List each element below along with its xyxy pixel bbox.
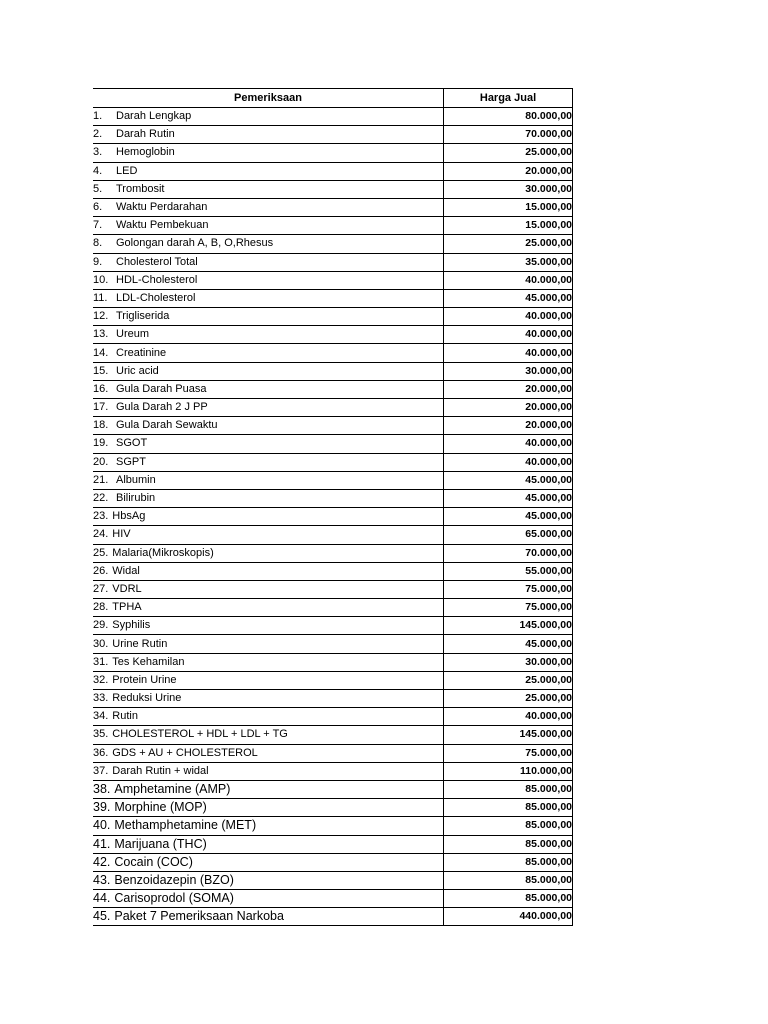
exam-cell [93, 908, 444, 926]
row-number: 28. [93, 601, 109, 614]
exam-cell [93, 380, 444, 398]
price-cell: 110.000,00 [444, 762, 573, 780]
table-row [93, 853, 573, 871]
price-cell: 40.000,00 [444, 708, 573, 726]
table-row [93, 508, 573, 526]
exam-name: Methamphetamine (MET) [114, 818, 257, 833]
exam-name: SGOT [116, 437, 148, 450]
price-cell: 45.000,00 [444, 289, 573, 307]
exam-cell [93, 544, 444, 562]
exam-name: Urine Rutin [112, 637, 168, 650]
exam-cell [93, 562, 444, 580]
exam-cell [93, 108, 444, 126]
exam-name: Reduksi Urine [112, 692, 182, 705]
row-number: 37. [93, 764, 109, 777]
row-number: 30. [93, 637, 109, 650]
exam-cell [93, 817, 444, 835]
exam-cell [93, 253, 444, 271]
exam-cell [93, 853, 444, 871]
row-number: 5. [93, 182, 103, 195]
price-cell: 85.000,00 [444, 817, 573, 835]
exam-cell [93, 435, 444, 453]
exam-cell [93, 326, 444, 344]
exam-name: Paket 7 Pemeriksaan Narkoba [114, 909, 284, 924]
exam-name: Waktu Pembekuan [116, 219, 209, 232]
table-row [93, 435, 573, 453]
row-number: 23. [93, 510, 109, 523]
exam-name: Darah Lengkap [116, 110, 192, 123]
row-number: 41. [93, 836, 111, 851]
exam-cell [93, 235, 444, 253]
exam-cell [93, 744, 444, 762]
table-row [93, 635, 573, 653]
exam-name: SGPT [116, 455, 146, 468]
table-row [93, 399, 573, 417]
row-number: 31. [93, 655, 109, 668]
row-number: 34. [93, 710, 109, 723]
row-number: 22. [93, 492, 109, 505]
table-row [93, 780, 573, 798]
exam-cell [93, 217, 444, 235]
exam-name: Darah Rutin + widal [112, 764, 209, 777]
table-row [93, 471, 573, 489]
price-cell: 25.000,00 [444, 690, 573, 708]
exam-cell [93, 726, 444, 744]
row-number: 38. [93, 782, 111, 797]
exam-name: Uric acid [116, 364, 159, 377]
exam-name: LDL-Cholesterol [116, 291, 196, 304]
row-number: 2. [93, 128, 103, 141]
price-cell: 45.000,00 [444, 471, 573, 489]
table-row [93, 417, 573, 435]
table-row [93, 326, 573, 344]
exam-name: HDL-Cholesterol [116, 273, 198, 286]
exam-cell [93, 162, 444, 180]
exam-cell [93, 399, 444, 417]
table-row [93, 489, 573, 507]
price-cell: 20.000,00 [444, 380, 573, 398]
price-list-table [93, 88, 573, 926]
table-row [93, 289, 573, 307]
table-row [93, 271, 573, 289]
price-cell: 65.000,00 [444, 526, 573, 544]
price-cell: 40.000,00 [444, 453, 573, 471]
exam-cell [93, 780, 444, 798]
row-number: 14. [93, 346, 109, 359]
row-number: 10. [93, 273, 109, 286]
table-row [93, 617, 573, 635]
exam-cell [93, 671, 444, 689]
row-number: 6. [93, 201, 103, 214]
price-cell: 20.000,00 [444, 417, 573, 435]
exam-cell [93, 489, 444, 507]
exam-name: LED [116, 164, 138, 177]
exam-name: Gula Darah 2 J PP [116, 401, 208, 414]
exam-name: Rutin [112, 710, 138, 723]
exam-name: Hemoglobin [116, 146, 175, 159]
price-cell: 40.000,00 [444, 435, 573, 453]
price-cell: 15.000,00 [444, 198, 573, 216]
exam-cell [93, 580, 444, 598]
table-row [93, 126, 573, 144]
table-row [93, 308, 573, 326]
price-cell: 85.000,00 [444, 780, 573, 798]
table-row [93, 380, 573, 398]
exam-name: Tes Kehamilan [112, 655, 185, 668]
row-number: 18. [93, 419, 109, 432]
header-harga-jual: Harga Jual [444, 89, 573, 108]
table-row [93, 180, 573, 198]
price-cell: 75.000,00 [444, 580, 573, 598]
table-row [93, 671, 573, 689]
exam-name: Marijuana (THC) [114, 836, 207, 851]
table-row [93, 726, 573, 744]
table-row [93, 762, 573, 780]
price-cell: 45.000,00 [444, 635, 573, 653]
exam-cell [93, 799, 444, 817]
table-row [93, 235, 573, 253]
exam-name: Amphetamine (AMP) [114, 782, 231, 797]
row-number: 19. [93, 437, 109, 450]
exam-cell [93, 289, 444, 307]
exam-cell [93, 762, 444, 780]
exam-name: HbsAg [112, 510, 146, 523]
exam-cell [93, 690, 444, 708]
table-row [93, 835, 573, 853]
table-row [93, 799, 573, 817]
exam-name: Trigliserida [116, 310, 170, 323]
row-number: 15. [93, 364, 109, 377]
table-row [93, 453, 573, 471]
row-number: 29. [93, 619, 109, 632]
price-cell: 20.000,00 [444, 399, 573, 417]
row-number: 8. [93, 237, 103, 250]
table-row [93, 362, 573, 380]
row-number: 24. [93, 528, 109, 541]
row-number: 16. [93, 382, 109, 395]
price-cell: 40.000,00 [444, 308, 573, 326]
exam-name: HIV [112, 528, 131, 541]
price-cell: 85.000,00 [444, 835, 573, 853]
table-row [93, 599, 573, 617]
row-number: 12. [93, 310, 109, 323]
table-row [93, 908, 573, 926]
price-cell: 45.000,00 [444, 489, 573, 507]
table-row [93, 144, 573, 162]
row-number: 1. [93, 110, 103, 123]
price-cell: 85.000,00 [444, 890, 573, 908]
price-cell: 70.000,00 [444, 126, 573, 144]
exam-name: Carisoprodol (SOMA) [114, 891, 234, 906]
price-cell: 40.000,00 [444, 326, 573, 344]
exam-cell [93, 308, 444, 326]
row-number: 11. [93, 291, 108, 304]
table-row [93, 162, 573, 180]
exam-cell [93, 635, 444, 653]
exam-name: Albumin [116, 473, 156, 486]
exam-name: Widal [112, 564, 140, 577]
table-row [93, 198, 573, 216]
exam-cell [93, 144, 444, 162]
price-cell: 20.000,00 [444, 162, 573, 180]
exam-name: Syphilis [112, 619, 151, 632]
exam-name: Golongan darah A, B, O,Rhesus [116, 237, 274, 250]
row-number: 39. [93, 800, 111, 815]
price-cell: 40.000,00 [444, 271, 573, 289]
exam-name: Waktu Perdarahan [116, 201, 208, 214]
price-cell: 25.000,00 [444, 235, 573, 253]
price-cell: 75.000,00 [444, 744, 573, 762]
exam-name: GDS + AU + CHOLESTEROL [112, 746, 258, 759]
exam-cell [93, 180, 444, 198]
price-cell: 55.000,00 [444, 562, 573, 580]
table-row [93, 817, 573, 835]
row-number: 42. [93, 854, 111, 869]
row-number: 4. [93, 164, 103, 177]
row-number: 20. [93, 455, 109, 468]
table-header-row [93, 89, 573, 108]
exam-cell [93, 708, 444, 726]
exam-name: TPHA [112, 601, 142, 614]
price-cell: 440.000,00 [444, 908, 573, 926]
table-row [93, 580, 573, 598]
table-row [93, 890, 573, 908]
table-row [93, 108, 573, 126]
exam-cell [93, 417, 444, 435]
table-row [93, 744, 573, 762]
exam-name: Protein Urine [112, 673, 177, 686]
price-cell: 75.000,00 [444, 599, 573, 617]
exam-name: Cholesterol Total [116, 255, 198, 268]
price-cell: 35.000,00 [444, 253, 573, 271]
exam-cell [93, 653, 444, 671]
price-cell: 70.000,00 [444, 544, 573, 562]
row-number: 17. [93, 401, 109, 414]
row-number: 35. [93, 728, 109, 741]
price-cell: 85.000,00 [444, 853, 573, 871]
exam-cell [93, 871, 444, 889]
exam-name: Benzoidazepin (BZO) [114, 872, 234, 887]
exam-cell [93, 508, 444, 526]
price-cell: 30.000,00 [444, 180, 573, 198]
exam-name: Bilirubin [116, 492, 156, 505]
price-cell: 45.000,00 [444, 508, 573, 526]
row-number: 3. [93, 146, 103, 159]
table-row [93, 544, 573, 562]
table-row [93, 690, 573, 708]
table-row [93, 562, 573, 580]
exam-name: Malaria(Mikroskopis) [112, 546, 214, 559]
price-cell: 25.000,00 [444, 144, 573, 162]
exam-cell [93, 617, 444, 635]
price-cell: 145.000,00 [444, 617, 573, 635]
exam-name: Gula Darah Sewaktu [116, 419, 218, 432]
row-number: 32. [93, 673, 109, 686]
table-row [93, 871, 573, 889]
row-number: 27. [93, 582, 109, 595]
exam-cell [93, 599, 444, 617]
price-cell: 30.000,00 [444, 362, 573, 380]
row-number: 21. [93, 473, 109, 486]
exam-name: CHOLESTEROL + HDL + LDL + TG [112, 728, 288, 741]
exam-cell [93, 344, 444, 362]
table-row [93, 217, 573, 235]
price-cell: 145.000,00 [444, 726, 573, 744]
price-cell: 15.000,00 [444, 217, 573, 235]
price-cell: 25.000,00 [444, 671, 573, 689]
price-cell: 40.000,00 [444, 344, 573, 362]
table-row [93, 708, 573, 726]
price-cell: 85.000,00 [444, 871, 573, 889]
row-number: 13. [93, 328, 109, 341]
row-number: 40. [93, 818, 111, 833]
row-number: 44. [93, 891, 111, 906]
price-cell: 85.000,00 [444, 799, 573, 817]
exam-name: Darah Rutin [116, 128, 175, 141]
table-body [93, 108, 573, 926]
price-cell: 30.000,00 [444, 653, 573, 671]
exam-cell [93, 526, 444, 544]
row-number: 43. [93, 872, 111, 887]
exam-cell [93, 198, 444, 216]
row-number: 36. [93, 746, 109, 759]
exam-name: Cocain (COC) [114, 854, 193, 869]
exam-cell [93, 471, 444, 489]
exam-cell [93, 890, 444, 908]
row-number: 45. [93, 909, 111, 924]
header-pemeriksaan: Pemeriksaan [93, 89, 444, 108]
exam-cell [93, 835, 444, 853]
exam-cell [93, 126, 444, 144]
exam-name: VDRL [112, 582, 142, 595]
exam-name: Gula Darah Puasa [116, 382, 207, 395]
exam-name: Trombosit [116, 182, 165, 195]
exam-name: Ureum [116, 328, 150, 341]
row-number: 33. [93, 692, 109, 705]
table-row [93, 653, 573, 671]
table-row [93, 253, 573, 271]
table-row [93, 344, 573, 362]
exam-cell [93, 271, 444, 289]
row-number: 9. [93, 255, 103, 268]
exam-cell [93, 362, 444, 380]
exam-cell [93, 453, 444, 471]
row-number: 7. [93, 219, 103, 232]
row-number: 26. [93, 564, 109, 577]
exam-name: Creatinine [116, 346, 167, 359]
exam-name: Morphine (MOP) [114, 800, 207, 815]
row-number: 25. [93, 546, 109, 559]
table-row [93, 526, 573, 544]
price-cell: 80.000,00 [444, 108, 573, 126]
